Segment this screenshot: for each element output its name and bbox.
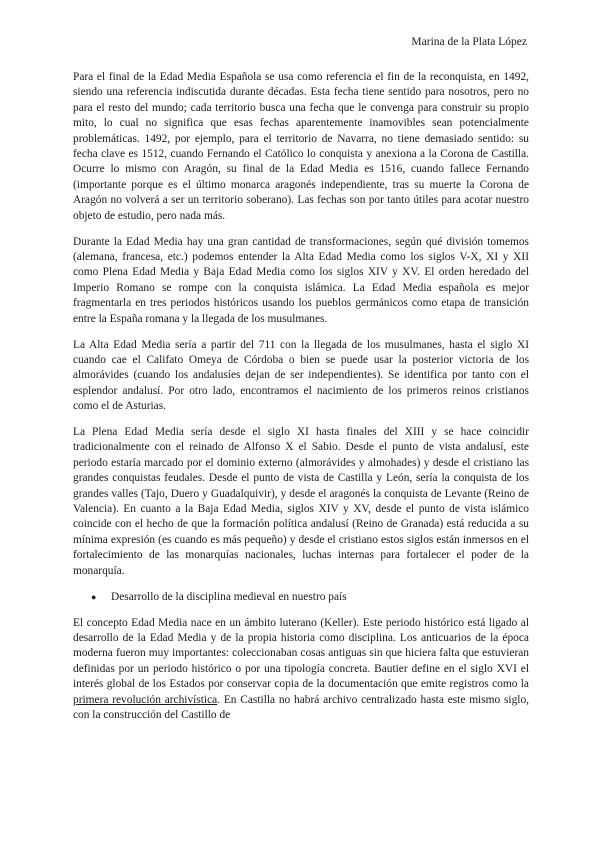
paragraph-text-before-link: El concepto Edad Media nace en un ámbito luterano (Keller). Este periodo histórico está ligado al desarrollo de la Edad Media y de la propia historia como disciplina. Los anticuarios de la época moderna fueron muy importantes: coleccionaban cosas antiguas sin que hiciera falta que estuvieran definidas por un periodo histórico o por una tipología concreta. Bautier define en el siglo XVI el interés global de los Estados por conservar copia de la documentación que emite registros como la (73, 616, 529, 691)
bullet-item-disciplina (73, 590, 529, 605)
paragraph-text-after-link: . En Castilla no habrá archivo centralizado hasta este mismo siglo, con la construcción del Castillo de (73, 693, 529, 721)
bullet-marker: ● (91, 591, 97, 602)
underlined-term-link[interactable]: primera revolución archivística (73, 693, 218, 706)
paragraph-concepto-edad-media (73, 616, 529, 724)
bullet-text: Desarrollo de la disciplina medieval en nuestro país (111, 590, 347, 603)
paragraph-periodization: Durante la Edad Media hay una gran cantidad de transformaciones, según qué división tomemos (alemana, francesa, etc.) podemos entender la Alta Edad Media como los siglos V-X, XI y XII como Plena Edad Media y Baja Edad Media como los siglos XIV y XV. El orden heredado del Imperio Romano se rompe con la conquista islámica. La Edad Media española es mejor fragmentarla en tres periodos históricos usando los pueblos germánicos como etapa de transición entre la España romana y la llegada de los musulmanes. (73, 235, 529, 325)
paragraph-alta-edad-media: La Alta Edad Media sería a partir del 711 con la llegada de los musulmanes, hasta el siglo XI cuando cae el Califato Omeya de Córdoba o bien se puede usar la posterior victoria de los almorávides (cuando los andalusíes dejan de ser independientes). Se identifica por tanto con el esplendor andalusí. Por otro lado, encontramos el nacimiento de los primeros reinos cristianos como el de Asturias. (73, 338, 529, 413)
paragraph-plena-baja-edad-media: La Plena Edad Media sería desde el siglo XI hasta finales del XIII y se hace coincidir tradicionalmente con el reinado de Alfonso X el Sabio. Desde el punto de vista andalusí, este periodo estaría marcado por el dominio externo (almorávides y almohades) y desde el cristiano las grandes conquistas feudales. Desde el punto de vista de Castilla y León, sería la conquista de los grandes valles (Tajo, Duero y Guadalquivir), y desde el aragonés la conquista de Levante (Reino de Valencia). En cuanto a la Baja Edad Media, siglos XIV y XV, desde el punto de vista islámico coincide con el hecho de que la formación política andalusí (Reino de Granada) está reducida a su mínima expresión (es cuando es más pequeño) y desde el cristiano estos siglos están inmersos en el fortalecimiento de las monarquías nacionales, luchas internas para fortalecer el poder de la monarquía. (73, 426, 529, 577)
paragraph-end-of-middle-ages: Para el final de la Edad Media Española se usa como referencia el fin de la reconquista, en 1492, siendo una referencia indiscutida durante décadas. Esta fecha tiene sentido para nosotros, pero no para el resto del mundo; cada territorio busca una fecha que le convenga para construir su propio mito, lo cual no significa que esas fechas aparentemente inamovibles sean potencialmente problemáticas. 1492, por ejemplo, para el territorio de Navarra, no tiene demasiado sentido: su fecha clave es 1512, cuando Fernando el Católico lo conquista y anexiona a la Corona de Castilla. Ocurre lo mismo con Aragón, su final de la Edad Media es 1516, cuando fallece Fernando (importante porque es el último monarca aragonés independiente, tras su muerte la Corona de Aragón no volverá a ser un territorio soberano). Las fechas son por tanto útiles para acotar nuestro objeto de estudio, pero nada más. (73, 71, 529, 222)
page-header-author: Marina de la Plata López (411, 36, 527, 48)
document-body (73, 70, 529, 734)
